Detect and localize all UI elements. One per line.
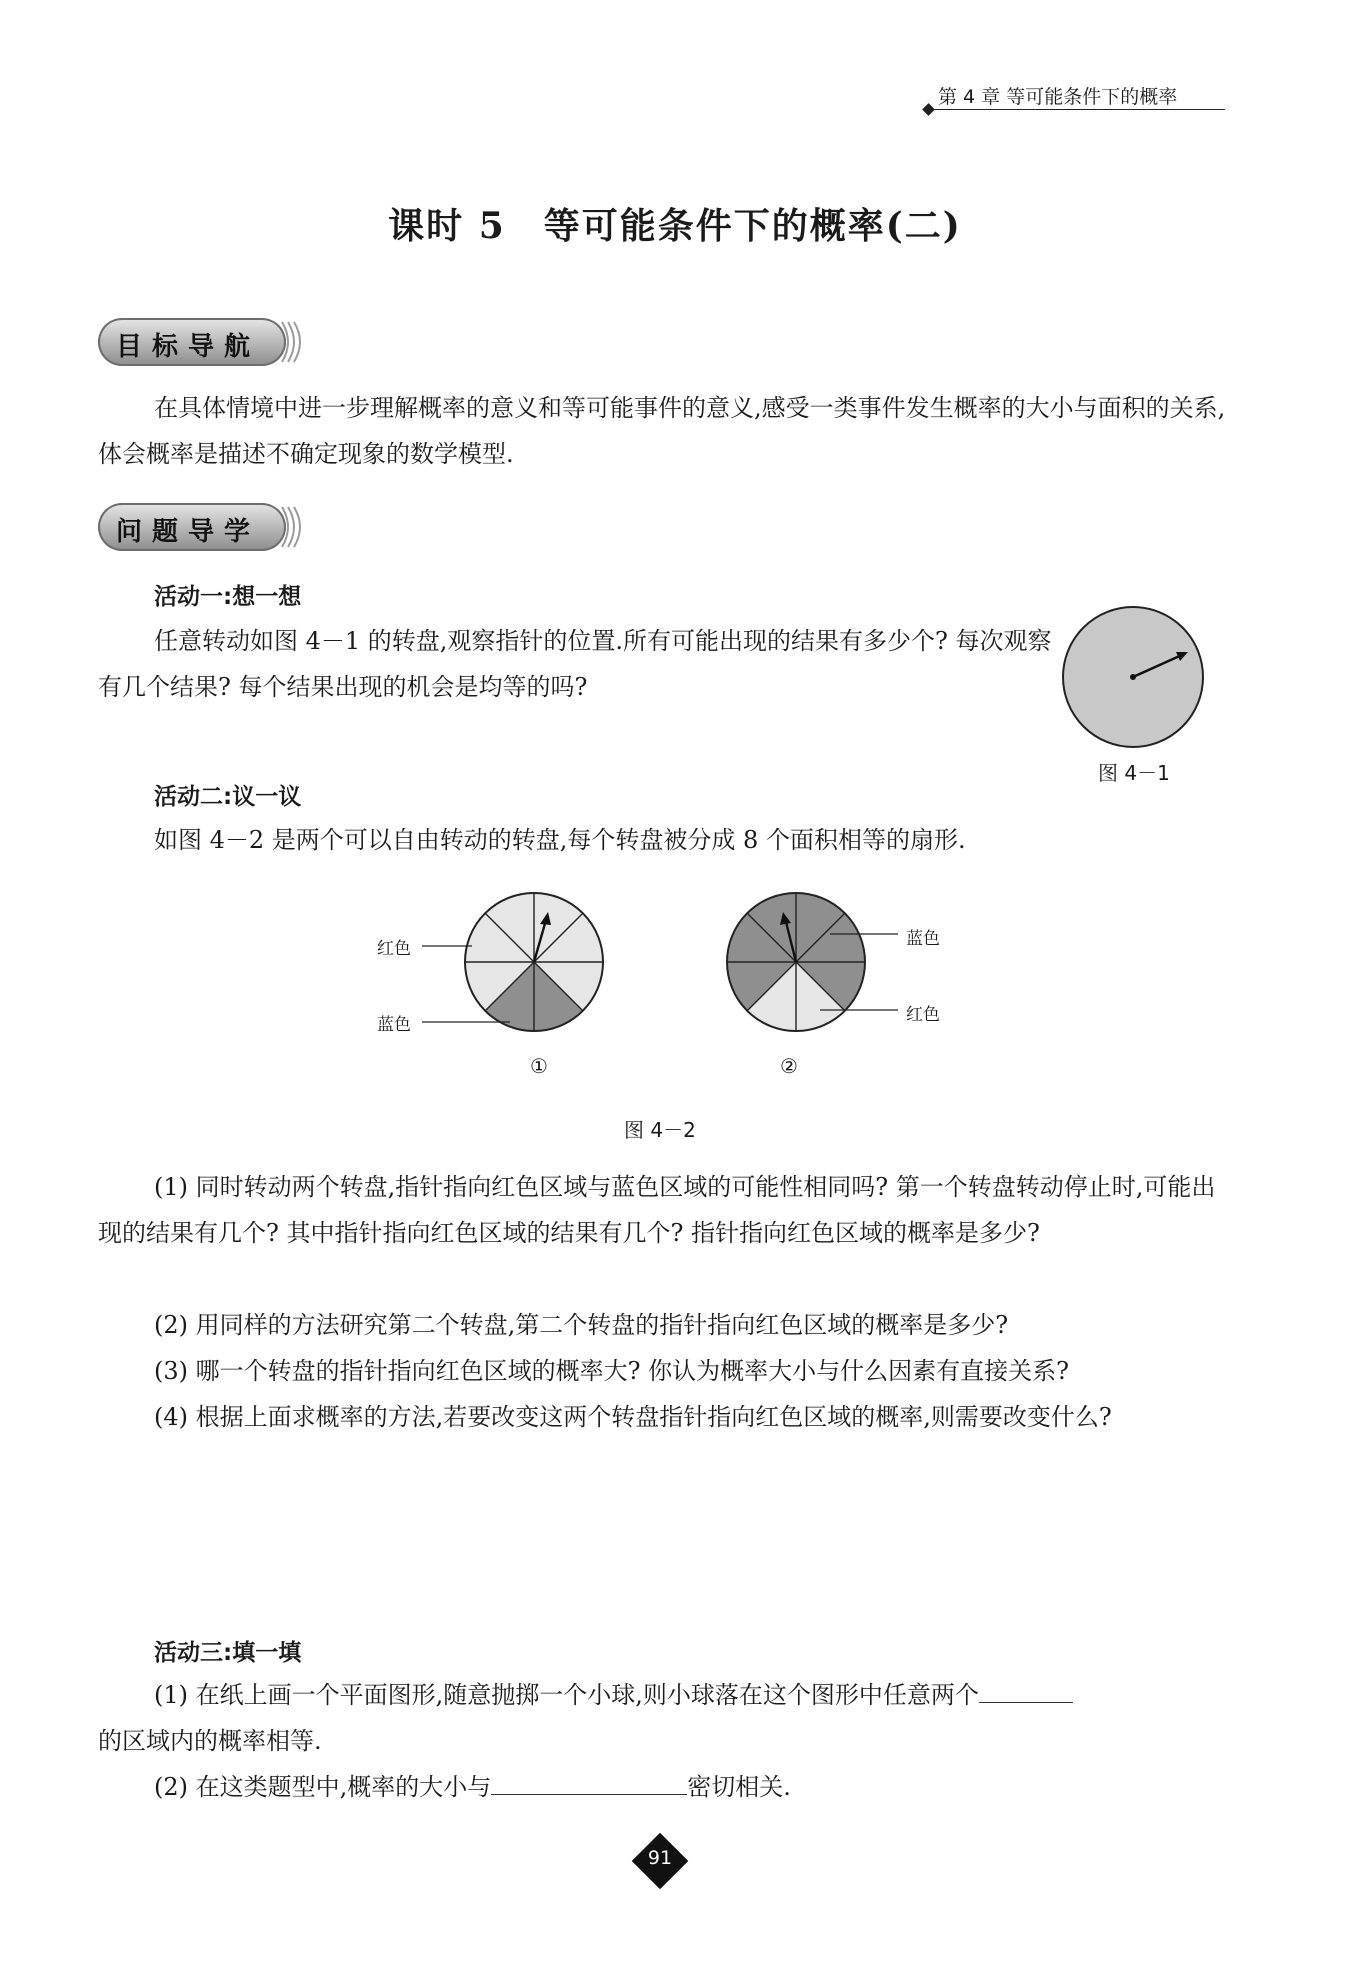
- wheel-2-mark: ②: [780, 1054, 798, 1078]
- chapter-label: 第 4 章 等可能条件下的概率: [938, 86, 1178, 108]
- label-red-wheel-1: 红色: [377, 939, 411, 959]
- question-1: (1) 同时转动两个转盘,指针指向红色区域与蓝色区域的可能性相同吗? 第一个转盘转动停止时,可能出现的结果有几个? 其中指针指向红色区域的结果有几个? 指针指向红色区域的概率是多少?: [98, 1173, 1216, 1247]
- page-number: 91: [647, 1847, 673, 1869]
- question-4: (4) 根据上面求概率的方法,若要改变这两个转盘指针指向红色区域的概率,则需要改变什么?: [154, 1403, 1112, 1431]
- spinner-figure-4-1: [1060, 604, 1206, 750]
- label-blue-wheel-1: 蓝色: [377, 1015, 411, 1035]
- question-2: (2) 用同样的方法研究第二个转盘,第二个转盘的指针指向红色区域的概率是多少?: [154, 1311, 1009, 1339]
- goals-paragraph: 在具体情境中进一步理解概率的意义和等可能事件的意义,感受一类事件发生概率的大小与面积的关系,体会概率是描述不确定现象的数学模型.: [98, 394, 1226, 468]
- activity-1-heading: 活动一:想一想: [154, 584, 302, 610]
- figure-4-2-caption: 图 4－2: [624, 1118, 696, 1142]
- label-blue-wheel-2: 蓝色: [906, 929, 940, 949]
- section-badge-goals: [98, 318, 298, 368]
- lesson-title: 课时 5 等可能条件下的概率(二): [388, 205, 962, 247]
- question-3: (3) 哪一个转盘的指针指向红色区域的概率大? 你认为概率大小与什么因素有直接关系?: [154, 1357, 1069, 1385]
- answer-blank-2[interactable]: [491, 1772, 687, 1795]
- activity-1-text: 任意转动如图 4－1 的转盘,观察指针的位置.所有可能出现的结果有多少个? 每次观察有几个结果? 每个结果出现的机会是均等的吗?: [98, 627, 1052, 701]
- answer-blank-1[interactable]: [979, 1680, 1073, 1703]
- activity-2-intro: 如图 4－2 是两个可以自由转动的转盘,每个转盘被分成 8 个面积相等的扇形.: [154, 826, 966, 854]
- fill-question-2: (2) 在这类题型中,概率的大小与 密切相关.: [154, 1773, 791, 1801]
- figure-4-1-caption: 图 4－1: [1098, 761, 1170, 785]
- activity-2-heading: 活动二:议一议: [154, 784, 302, 810]
- activity-3-heading: 活动三:填一填: [154, 1640, 302, 1666]
- fill-question-1: (1) 在纸上画一个平面图形,随意抛掷一个小球,则小球落在这个图形中任意两个 的区域内的概率相等.: [98, 1672, 1228, 1764]
- header-rule: [932, 109, 1225, 110]
- chapter-header: [920, 80, 1225, 114]
- stripes-icon: [280, 320, 310, 364]
- stripes-icon: [280, 505, 310, 549]
- section-badge-guide: [98, 503, 298, 553]
- section-badge-label: 目标导航: [116, 332, 261, 362]
- wheel-2-leader-lines: [820, 920, 910, 1020]
- wheel-1-mark: ①: [530, 1054, 548, 1078]
- wheel-1-leader-lines: [420, 930, 540, 1030]
- label-red-wheel-2: 红色: [906, 1005, 940, 1025]
- page-number-badge: [636, 1837, 684, 1885]
- section-badge-label: 问题导学: [116, 517, 261, 547]
